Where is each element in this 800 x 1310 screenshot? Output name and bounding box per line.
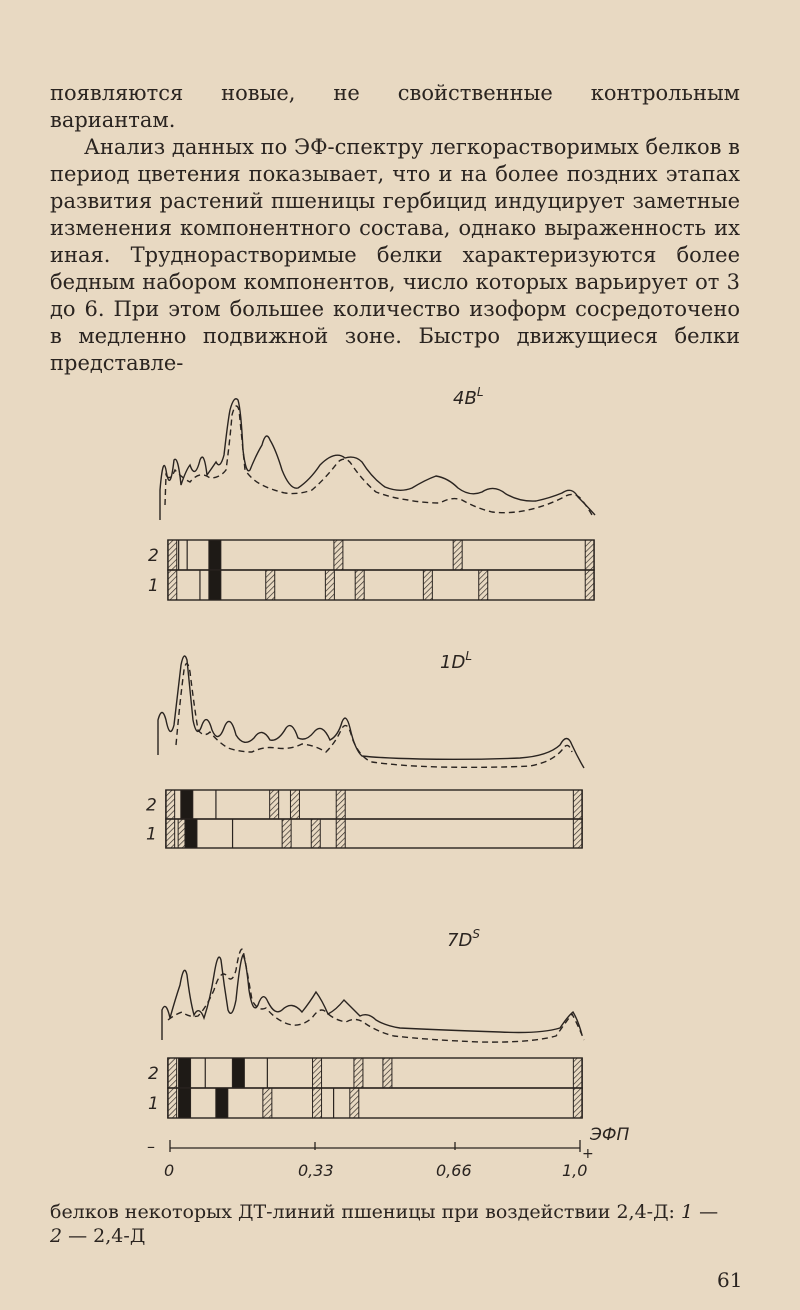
axis-minus: – <box>147 1137 155 1156</box>
row-label-2: 2 <box>148 1064 159 1084</box>
axis-tick-label-1: 1,0 <box>562 1161 588 1180</box>
band-diagram-7DS <box>148 1058 582 1118</box>
band-hatch <box>479 570 488 600</box>
band-solid <box>185 819 197 848</box>
band-solid <box>209 540 221 570</box>
band-hatch <box>334 540 343 570</box>
axis-tick-label-033: 0,33 <box>298 1161 334 1180</box>
band-hatch <box>270 790 279 819</box>
densitogram-1DL-curve-1 <box>158 656 584 768</box>
band-diagram-4BL <box>148 540 594 600</box>
band-hatch <box>453 540 462 570</box>
band-hatch <box>354 1058 363 1088</box>
band-hatch <box>311 819 320 848</box>
efp-axis <box>147 1125 630 1180</box>
row-label-2: 2 <box>148 546 159 566</box>
panel-label-7DS: $7D^S$ <box>447 927 480 951</box>
band-hatch <box>282 819 291 848</box>
paragraph-continuation: появляются новые, не свойственные контрольным вариантам. <box>50 81 740 132</box>
figure-caption <box>50 1200 750 1248</box>
band-hatch <box>423 570 432 600</box>
band-hatch <box>168 1088 177 1118</box>
axis-label-efp: ЭФП <box>590 1125 630 1145</box>
band-hatch <box>168 540 177 570</box>
band-hatch <box>573 819 582 848</box>
panel-label-4BL: $4B^L$ <box>453 385 484 409</box>
panel-label-1DL: $1D^L$ <box>440 649 472 673</box>
paragraph-analysis: Анализ данных по ЭФ-спектру легкорастворимых белков в период цветения показывает, что и на более поздних этапах развития растений пшеницы гербицид индуцирует заметные изменения компонентного состава, однако выраженность их иная. Труднорастворимые белки характеризуются более бедным набором компонентов, число которых варьирует от 3 до 6. При этом большее количество изоформ сосредоточено в медленно подвижной зоне. Быстро движущиеся белки представле- <box>50 135 740 375</box>
caption-dash: — <box>699 1201 719 1223</box>
row-label-1: 1 <box>148 1094 159 1114</box>
band-hatch <box>266 570 275 600</box>
densitogram-4BL-curve-1 <box>160 399 595 520</box>
band-hatch <box>573 1058 582 1088</box>
band-hatch <box>336 790 345 819</box>
band-hatch <box>166 790 175 819</box>
axis-plus: + <box>582 1146 594 1162</box>
band-hatch <box>166 819 175 848</box>
band-track-row-1 <box>166 819 582 848</box>
band-hatch <box>313 1058 322 1088</box>
band-track-row-1 <box>168 1088 582 1118</box>
caption-item-2-text: — 2,4-Д <box>68 1225 146 1247</box>
band-hatch <box>168 570 177 600</box>
band-track-row-1 <box>168 570 594 600</box>
densitogram-4BL-curve-2 <box>165 406 592 515</box>
band-solid <box>179 1058 191 1088</box>
band-hatch <box>350 1088 359 1118</box>
band-hatch <box>573 790 582 819</box>
row-label-1: 1 <box>148 576 159 596</box>
band-solid <box>209 570 221 600</box>
row-label-2: 2 <box>146 795 157 816</box>
band-track-row-2 <box>168 1058 582 1088</box>
band-hatch <box>290 790 299 819</box>
band-track-row-2 <box>166 790 582 819</box>
band-hatch <box>585 570 594 600</box>
caption-item-2-number: 2 <box>50 1225 63 1247</box>
band-diagram-1DL <box>146 790 582 848</box>
page-number: 61 <box>717 1268 743 1292</box>
densitogram-7DS-curve-1 <box>162 955 582 1040</box>
band-hatch <box>313 1088 322 1118</box>
densitogram-7DS-curve-2 <box>168 949 584 1042</box>
band-hatch <box>325 570 334 600</box>
band-hatch <box>383 1058 392 1088</box>
band-hatch <box>573 1088 582 1118</box>
band-solid <box>179 1088 191 1118</box>
band-solid <box>232 1058 244 1088</box>
band-hatch <box>168 1058 177 1088</box>
band-hatch <box>263 1088 272 1118</box>
densitogram-1DL-curve-2 <box>176 663 572 767</box>
band-track-row-2 <box>168 540 594 570</box>
band-hatch <box>355 570 364 600</box>
caption-main: белков некоторых ДТ-линий пшеницы при воздействии 2,4-Д: <box>50 1201 675 1223</box>
band-hatch <box>585 540 594 570</box>
densitogram-1DL <box>158 656 584 768</box>
row-label-1: 1 <box>146 824 157 845</box>
caption-item-1-number: 1 <box>680 1201 694 1223</box>
axis-tick-label-0: 0 <box>164 1161 175 1180</box>
band-hatch <box>336 819 345 848</box>
band-solid <box>216 1088 228 1118</box>
axis-tick-label-066: 0,66 <box>436 1161 472 1180</box>
band-solid <box>181 790 193 819</box>
densitogram-7DS <box>162 949 584 1042</box>
densitogram-4BL <box>160 399 595 520</box>
